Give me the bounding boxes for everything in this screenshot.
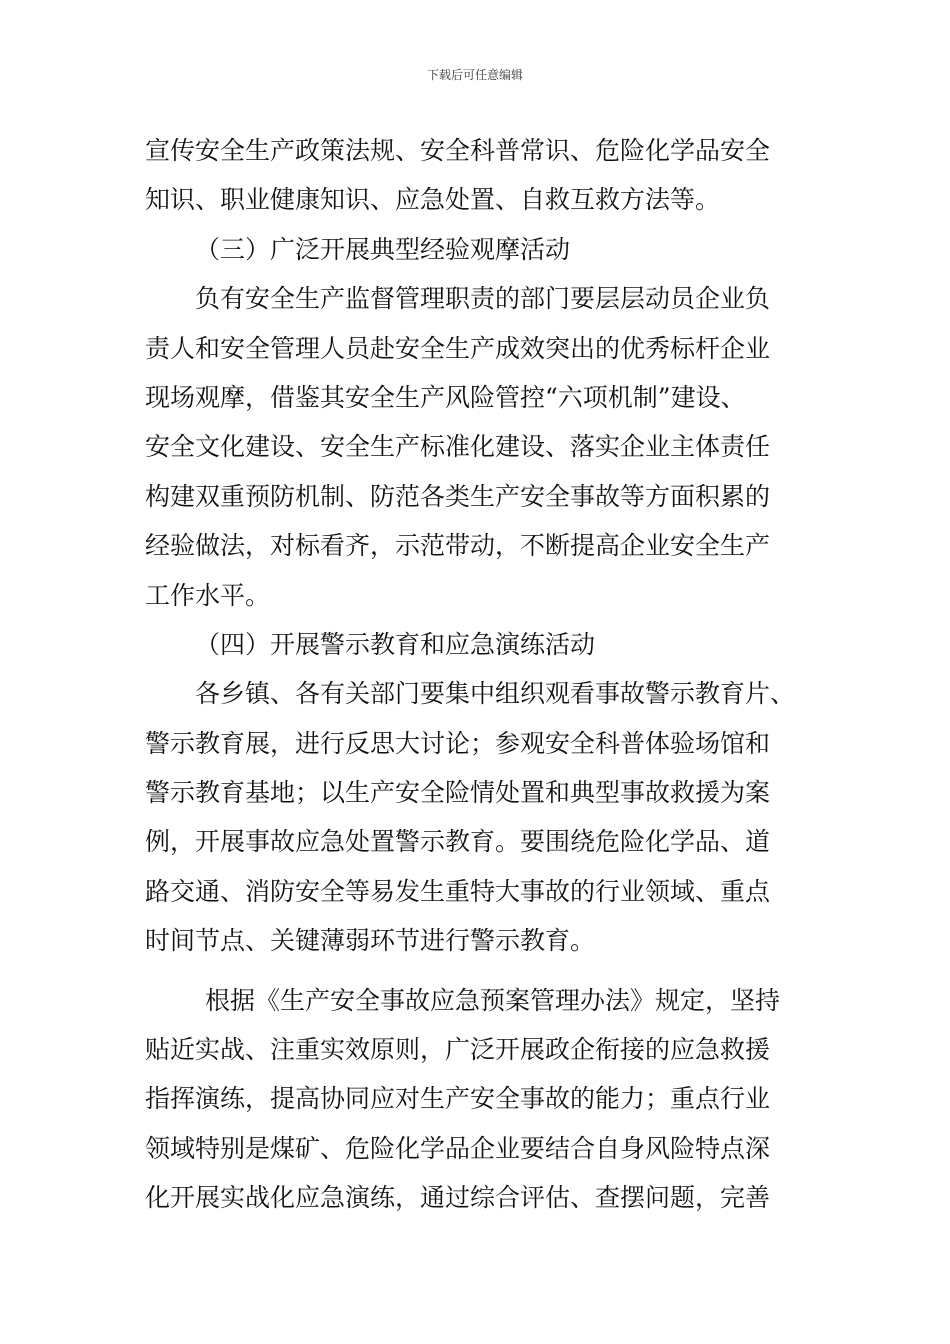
text-line: 领域特别是煤矿、危险化学品企业要结合自身风险特点深 (145, 1133, 771, 1163)
text-line: 路交通、消防安全等易发生重特大事故的行业领域、重点 (145, 876, 771, 906)
text-line: 安全文化建设、安全生产标准化建设、落实企业主体责任 (145, 432, 771, 462)
text-line: 时间节点、关键薄弱环节进行警示教育。 (145, 926, 596, 956)
text-line: 警示教育基地；以生产安全险情处置和典型事故救援为案 (145, 778, 771, 808)
text-line: 指挥演练，提高协同应对生产安全事故的能力；重点行业 (145, 1084, 771, 1114)
page-header: 下载后可任意编辑 (426, 68, 523, 82)
document-body (145, 126, 845, 1223)
text-line: 例，开展事故应急处置警示教育。要围绕危险化学品、道 (145, 827, 771, 857)
text-line: 知识、职业健康知识、应急处置、自救互救方法等。 (145, 185, 721, 215)
section-heading: （四）开展警示教育和应急演练活动 (195, 629, 596, 659)
text-line: 根据《生产安全事故应急预案管理办法》规定，坚持 (205, 985, 781, 1015)
text-line: 化开展实战化应急演练，通过综合评估、查摆问题，完善 (145, 1183, 771, 1213)
text-line: 宣传安全生产政策法规、安全科普常识、危险化学品安全 (145, 136, 771, 165)
text-line: 贴近实战、注重实效原则，广泛开展政企衔接的应急救援 (145, 1035, 771, 1065)
text-line: 警示教育展，进行反思大讨论；参观安全科普体验场馆和 (145, 728, 771, 758)
text-line: 负有安全生产监督管理职责的部门要层层动员企业负 (195, 284, 771, 314)
text-line: 各乡镇、各有关部门要集中组织观看事故警示教育片、 (195, 679, 796, 709)
text-line: 责人和安全管理人员赴安全生产成效突出的优秀标杆企业 (145, 333, 771, 363)
text-line: 经验做法，对标看齐，示范带动，不断提高企业安全生产 (145, 531, 771, 561)
text-line: 构建双重预防机制、防范各类生产安全事故等方面积累的 (145, 481, 771, 511)
text-line: 现场观摩，借鉴其安全生产风险管控“六项机制”建设、 (145, 382, 746, 412)
section-heading: （三）广泛开展典型经验观摩活动 (195, 234, 571, 264)
text-line: 工作水平。 (145, 580, 271, 610)
